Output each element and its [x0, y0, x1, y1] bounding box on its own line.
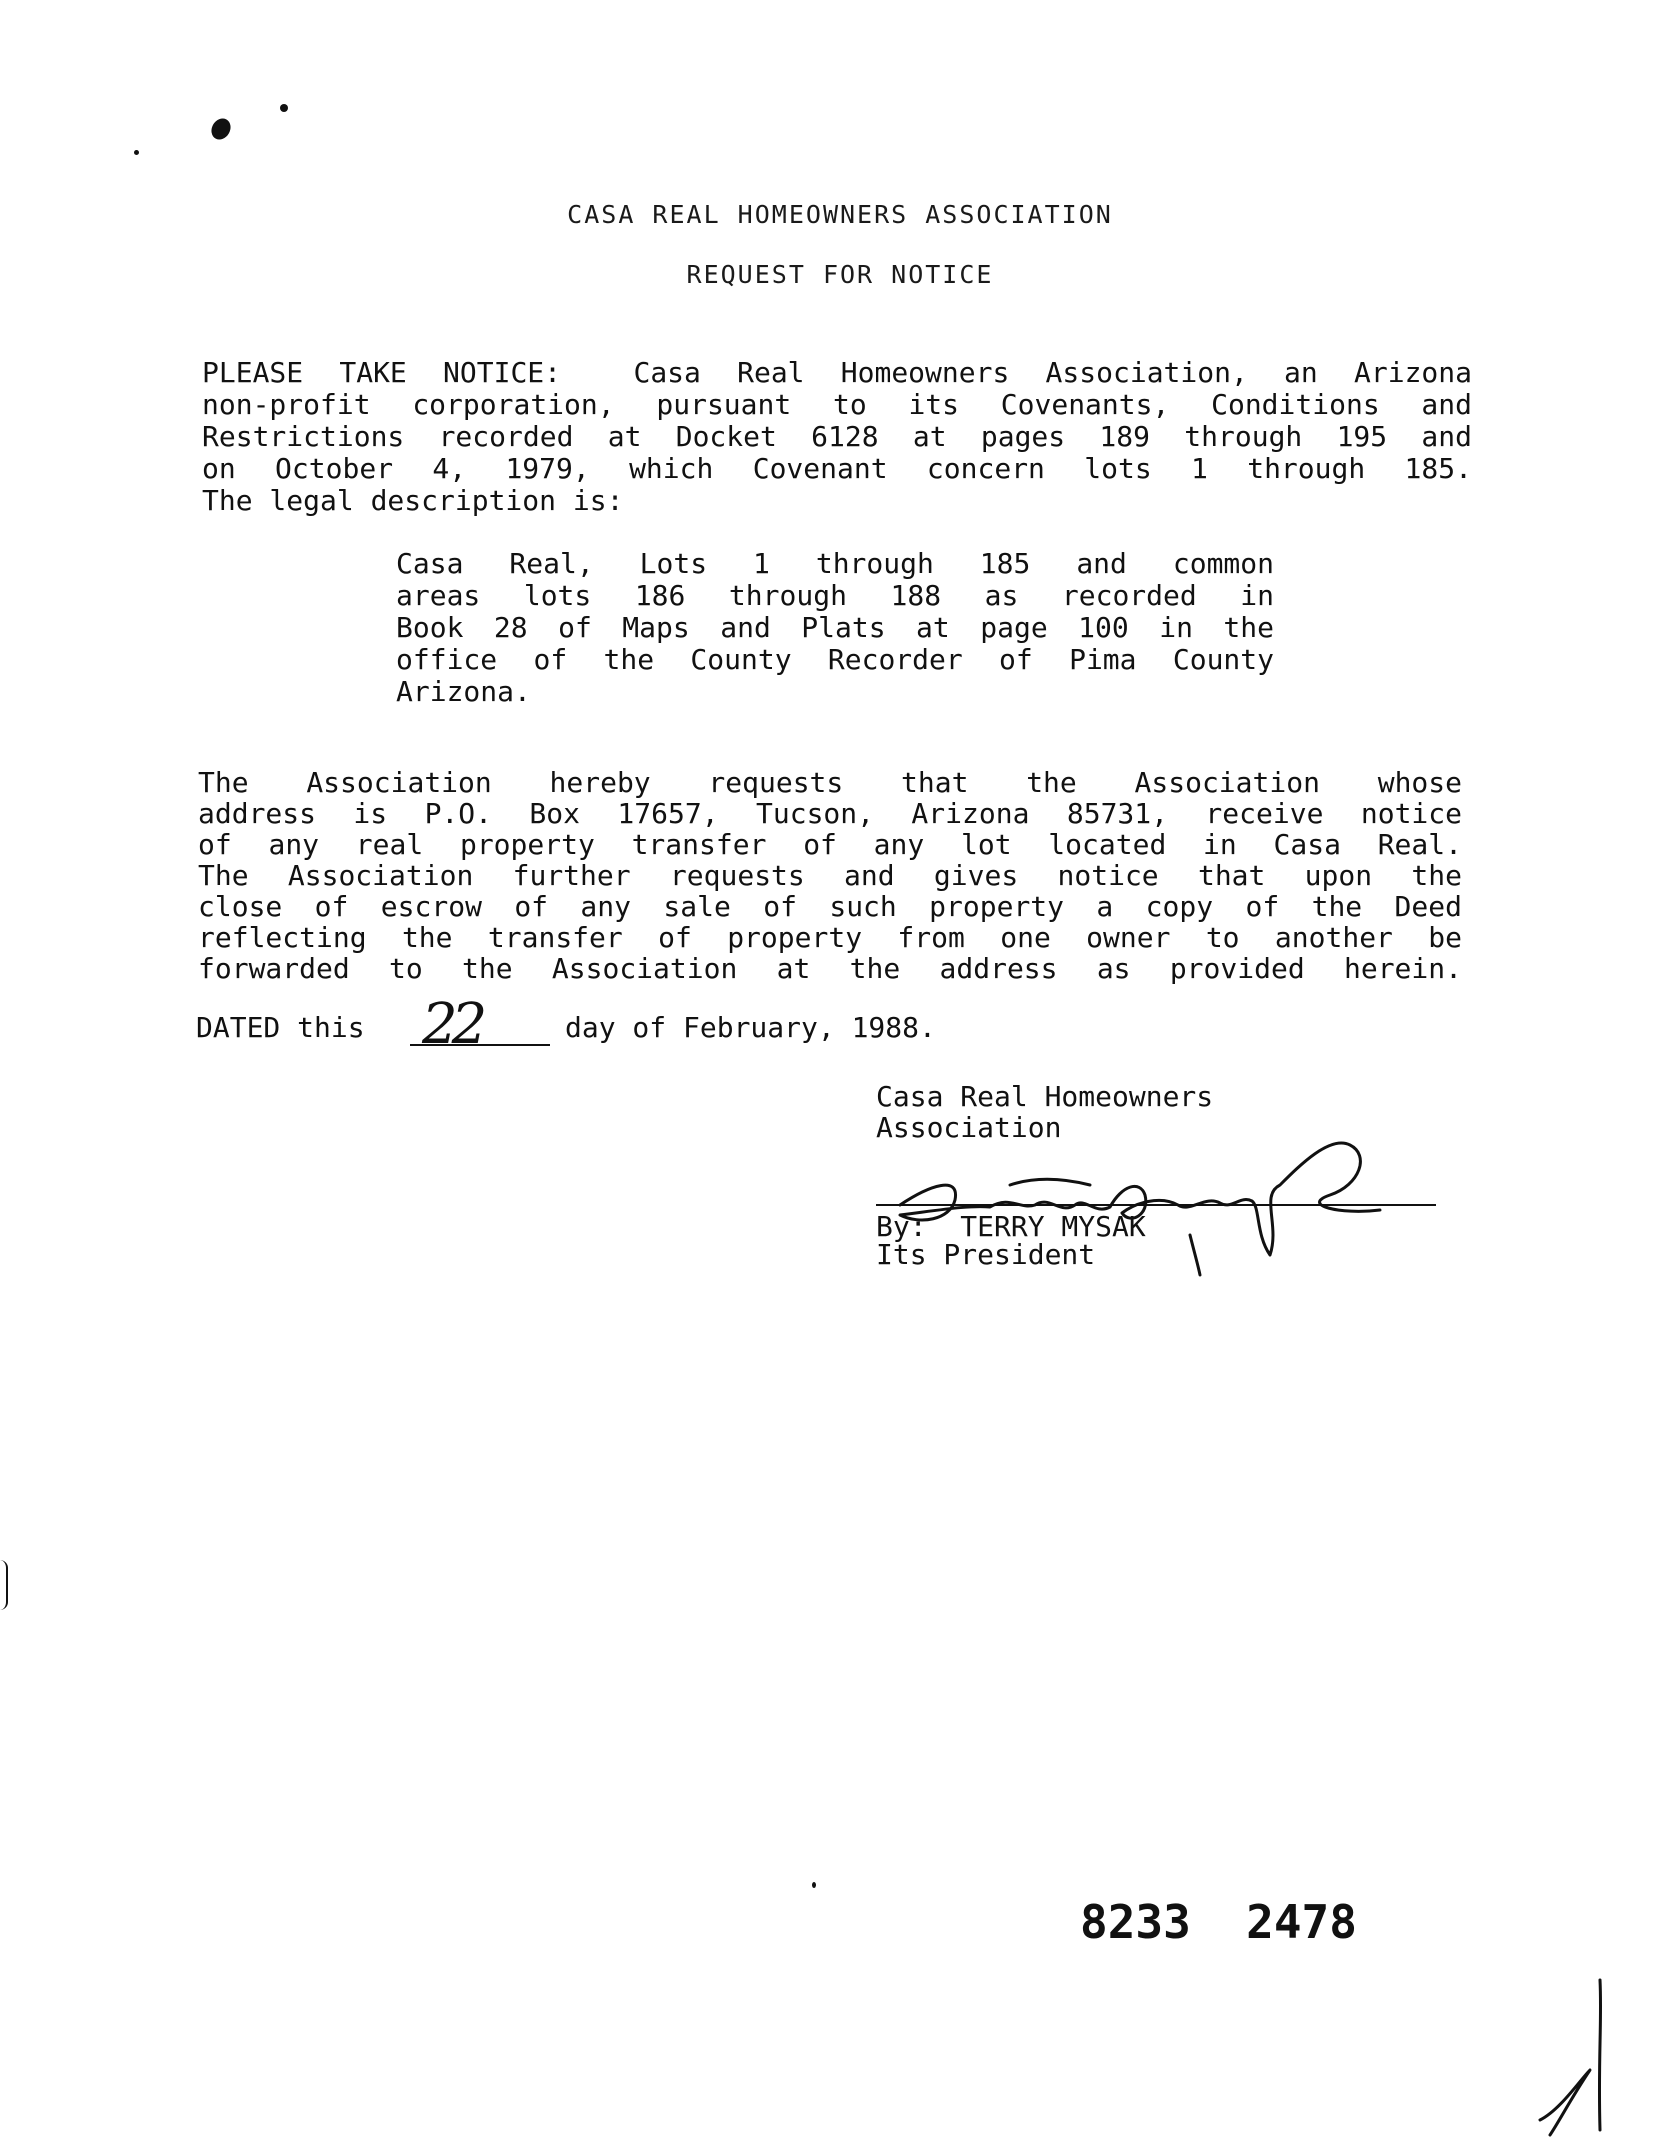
recording-stamp: 8233 2478	[1080, 1895, 1357, 1949]
legal-description-line: Casa Real, Lots 1 through 185 and common	[396, 547, 1274, 580]
request-line: The Association hereby requests that the Association whose	[198, 766, 1462, 799]
dated-prefix: DATED this	[196, 1011, 365, 1044]
document-subheading: REQUEST FOR NOTICE	[686, 260, 994, 289]
signatory-by-line: By: TERRY MYSAK	[876, 1210, 1146, 1243]
notice-line: Restrictions recorded at Docket 6128 at pages 189 through 195 and	[202, 420, 1472, 453]
notice-line: The legal description is:	[202, 484, 624, 517]
signatory-organization: Casa Real Homeowners	[876, 1080, 1214, 1113]
scan-speck	[280, 104, 288, 112]
signatory-title: Its President	[876, 1238, 1096, 1271]
signatory-organization: Association	[876, 1111, 1062, 1144]
scan-speck	[134, 150, 139, 155]
request-line: of any real property transfer of any lot located in Casa Real.	[198, 828, 1462, 861]
left-edge-mark	[0, 1560, 8, 1610]
request-line: reflecting the transfer of property from one owner to another be	[198, 921, 1462, 954]
scan-speck	[208, 115, 235, 143]
request-line: forwarded to the Association at the address as provided herein.	[198, 952, 1462, 985]
legal-description-line: Book 28 of Maps and Plats at page 100 in the	[396, 611, 1274, 644]
notice-line: non-profit corporation, pursuant to its Covenants, Conditions and	[202, 388, 1472, 421]
request-line: address is P.O. Box 17657, Tucson, Arizona 85731, receive notice	[198, 797, 1462, 830]
document-heading: CASA REAL HOMEOWNERS ASSOCIATION	[567, 200, 1113, 229]
request-line: The Association further requests and gives notice that upon the	[198, 859, 1462, 892]
handwritten-day: 22	[422, 992, 482, 1057]
legal-description-line: Arizona.	[396, 675, 531, 708]
legal-description-line: areas lots 186 through 188 as recorded in	[396, 579, 1274, 612]
scan-speck	[812, 1882, 816, 1888]
notice-line: PLEASE TAKE NOTICE: Casa Real Homeowners Association, an Arizona	[202, 356, 1472, 389]
notice-line: on October 4, 1979, which Covenant concern lots 1 through 185.	[202, 452, 1472, 485]
handwritten-page-mark	[1520, 1960, 1620, 2144]
request-line: close of escrow of any sale of such property a copy of the Deed	[198, 890, 1462, 923]
legal-description-line: office of the County Recorder of Pima County	[396, 643, 1274, 676]
dated-suffix: day of February, 1988.	[565, 1011, 936, 1044]
